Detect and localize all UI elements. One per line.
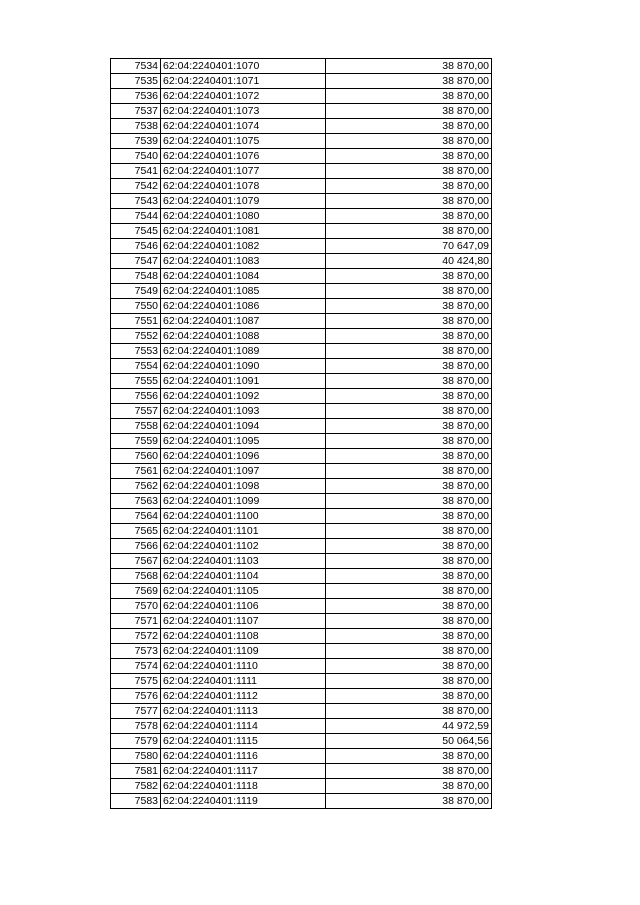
cadastral-value-cell: 38 870,00 (326, 674, 492, 689)
cadastral-number-cell: 62:04:2240401:1084 (161, 269, 326, 284)
table-row (111, 719, 492, 734)
cadastral-number-cell: 62:04:2240401:1086 (161, 299, 326, 314)
row-number-cell: 7545 (111, 224, 161, 239)
table-row (111, 704, 492, 719)
row-number-cell: 7574 (111, 659, 161, 674)
table-row (111, 674, 492, 689)
row-number-cell: 7573 (111, 644, 161, 659)
row-number-cell: 7562 (111, 479, 161, 494)
table-row (111, 614, 492, 629)
cadastral-value-cell: 38 870,00 (326, 449, 492, 464)
cadastral-number-cell: 62:04:2240401:1097 (161, 464, 326, 479)
cadastral-number-cell: 62:04:2240401:1110 (161, 659, 326, 674)
table-row (111, 134, 492, 149)
cadastral-value-cell: 38 870,00 (326, 179, 492, 194)
row-number-cell: 7558 (111, 419, 161, 434)
cadastral-value-cell: 38 870,00 (326, 749, 492, 764)
cadastral-value-cell: 40 424,80 (326, 254, 492, 269)
cadastral-value-cell: 38 870,00 (326, 614, 492, 629)
cadastral-value-cell: 44 972,59 (326, 719, 492, 734)
cadastral-number-cell: 62:04:2240401:1076 (161, 149, 326, 164)
cadastral-number-cell: 62:04:2240401:1113 (161, 704, 326, 719)
row-number-cell: 7554 (111, 359, 161, 374)
cadastral-value-cell: 38 870,00 (326, 569, 492, 584)
cadastral-number-cell: 62:04:2240401:1119 (161, 794, 326, 809)
table-row (111, 239, 492, 254)
cadastral-number-cell: 62:04:2240401:1078 (161, 179, 326, 194)
table-row (111, 104, 492, 119)
table-row (111, 254, 492, 269)
cadastral-value-cell: 38 870,00 (326, 149, 492, 164)
row-number-cell: 7547 (111, 254, 161, 269)
table-row (111, 374, 492, 389)
cadastral-value-cell: 38 870,00 (326, 434, 492, 449)
cadastral-number-cell: 62:04:2240401:1088 (161, 329, 326, 344)
cadastral-value-cell: 38 870,00 (326, 164, 492, 179)
cadastral-number-cell: 62:04:2240401:1080 (161, 209, 326, 224)
cadastral-value-cell: 38 870,00 (326, 299, 492, 314)
table-row (111, 524, 492, 539)
cadastral-value-cell: 38 870,00 (326, 779, 492, 794)
cadastral-number-cell: 62:04:2240401:1117 (161, 764, 326, 779)
row-number-cell: 7535 (111, 74, 161, 89)
cadastral-number-cell: 62:04:2240401:1091 (161, 374, 326, 389)
cadastral-number-cell: 62:04:2240401:1083 (161, 254, 326, 269)
row-number-cell: 7580 (111, 749, 161, 764)
cadastral-number-cell: 62:04:2240401:1075 (161, 134, 326, 149)
row-number-cell: 7549 (111, 284, 161, 299)
table-row (111, 329, 492, 344)
cadastral-value-cell: 38 870,00 (326, 134, 492, 149)
cadastral-number-cell: 62:04:2240401:1087 (161, 314, 326, 329)
table-row (111, 59, 492, 74)
cadastral-number-cell: 62:04:2240401:1082 (161, 239, 326, 254)
row-number-cell: 7548 (111, 269, 161, 284)
cadastral-value-cell: 38 870,00 (326, 689, 492, 704)
cadastral-value-cell: 38 870,00 (326, 404, 492, 419)
row-number-cell: 7536 (111, 89, 161, 104)
row-number-cell: 7544 (111, 209, 161, 224)
cadastral-number-cell: 62:04:2240401:1074 (161, 119, 326, 134)
cadastral-value-cell: 38 870,00 (326, 599, 492, 614)
table-row (111, 539, 492, 554)
row-number-cell: 7572 (111, 629, 161, 644)
cadastral-number-cell: 62:04:2240401:1090 (161, 359, 326, 374)
cadastral-value-cell: 38 870,00 (326, 794, 492, 809)
table-row (111, 299, 492, 314)
table-row (111, 644, 492, 659)
row-number-cell: 7568 (111, 569, 161, 584)
table-row (111, 119, 492, 134)
cadastral-number-cell: 62:04:2240401:1099 (161, 494, 326, 509)
cadastral-number-cell: 62:04:2240401:1104 (161, 569, 326, 584)
table-row (111, 449, 492, 464)
table-row (111, 509, 492, 524)
cadastral-number-cell: 62:04:2240401:1102 (161, 539, 326, 554)
row-number-cell: 7571 (111, 614, 161, 629)
cadastral-number-cell: 62:04:2240401:1085 (161, 284, 326, 299)
table-row (111, 224, 492, 239)
row-number-cell: 7553 (111, 344, 161, 359)
cadastral-number-cell: 62:04:2240401:1095 (161, 434, 326, 449)
row-number-cell: 7552 (111, 329, 161, 344)
row-number-cell: 7538 (111, 119, 161, 134)
cadastral-number-cell: 62:04:2240401:1093 (161, 404, 326, 419)
cadastral-number-cell: 62:04:2240401:1079 (161, 194, 326, 209)
row-number-cell: 7542 (111, 179, 161, 194)
cadastral-number-cell: 62:04:2240401:1114 (161, 719, 326, 734)
table-body (111, 59, 492, 809)
table-row (111, 764, 492, 779)
table-row (111, 464, 492, 479)
cadastral-value-cell: 38 870,00 (326, 314, 492, 329)
cadastral-value-cell: 38 870,00 (326, 419, 492, 434)
cadastral-value-cell: 38 870,00 (326, 704, 492, 719)
cadastral-value-cell: 38 870,00 (326, 59, 492, 74)
cadastral-number-cell: 62:04:2240401:1111 (161, 674, 326, 689)
row-number-cell: 7539 (111, 134, 161, 149)
cadastral-number-cell: 62:04:2240401:1118 (161, 779, 326, 794)
table-row (111, 599, 492, 614)
table-row (111, 779, 492, 794)
cadastral-value-cell: 38 870,00 (326, 89, 492, 104)
cadastral-number-cell: 62:04:2240401:1070 (161, 59, 326, 74)
row-number-cell: 7579 (111, 734, 161, 749)
cadastral-value-cell: 38 870,00 (326, 584, 492, 599)
row-number-cell: 7557 (111, 404, 161, 419)
cadastral-value-cell: 38 870,00 (326, 374, 492, 389)
cadastral-number-cell: 62:04:2240401:1105 (161, 584, 326, 599)
cadastral-number-cell: 62:04:2240401:1115 (161, 734, 326, 749)
cadastral-number-cell: 62:04:2240401:1112 (161, 689, 326, 704)
cadastral-value-cell: 38 870,00 (326, 509, 492, 524)
table-row (111, 314, 492, 329)
row-number-cell: 7560 (111, 449, 161, 464)
cadastral-value-cell: 38 870,00 (326, 494, 492, 509)
row-number-cell: 7577 (111, 704, 161, 719)
table-row (111, 344, 492, 359)
table-row (111, 269, 492, 284)
cadastral-value-cell: 38 870,00 (326, 644, 492, 659)
document-sheet (110, 58, 491, 809)
cadastral-value-cell: 50 064,56 (326, 734, 492, 749)
cadastral-number-cell: 62:04:2240401:1109 (161, 644, 326, 659)
cadastral-value-cell: 38 870,00 (326, 284, 492, 299)
cadastral-value-cell: 38 870,00 (326, 344, 492, 359)
cadastral-value-cell: 38 870,00 (326, 524, 492, 539)
table-row (111, 389, 492, 404)
cadastral-number-cell: 62:04:2240401:1077 (161, 164, 326, 179)
cadastral-value-cell: 38 870,00 (326, 74, 492, 89)
table-row (111, 689, 492, 704)
table-row (111, 194, 492, 209)
cadastral-value-cell: 70 647,09 (326, 239, 492, 254)
row-number-cell: 7537 (111, 104, 161, 119)
table-row (111, 554, 492, 569)
row-number-cell: 7564 (111, 509, 161, 524)
cadastral-number-cell: 62:04:2240401:1101 (161, 524, 326, 539)
cadastral-value-cell: 38 870,00 (326, 554, 492, 569)
table-row (111, 359, 492, 374)
row-number-cell: 7567 (111, 554, 161, 569)
table-row (111, 569, 492, 584)
cadastral-value-cell: 38 870,00 (326, 479, 492, 494)
table-row (111, 179, 492, 194)
table-row (111, 149, 492, 164)
cadastral-number-cell: 62:04:2240401:1071 (161, 74, 326, 89)
cadastral-number-cell: 62:04:2240401:1098 (161, 479, 326, 494)
cadastral-number-cell: 62:04:2240401:1096 (161, 449, 326, 464)
cadastral-number-cell: 62:04:2240401:1100 (161, 509, 326, 524)
table-row (111, 89, 492, 104)
row-number-cell: 7582 (111, 779, 161, 794)
row-number-cell: 7578 (111, 719, 161, 734)
row-number-cell: 7546 (111, 239, 161, 254)
cadastral-number-cell: 62:04:2240401:1107 (161, 614, 326, 629)
cadastral-value-cell: 38 870,00 (326, 269, 492, 284)
cadastral-value-cell: 38 870,00 (326, 764, 492, 779)
cadastral-number-cell: 62:04:2240401:1073 (161, 104, 326, 119)
row-number-cell: 7566 (111, 539, 161, 554)
cadastral-value-table (110, 58, 492, 809)
cadastral-number-cell: 62:04:2240401:1081 (161, 224, 326, 239)
row-number-cell: 7576 (111, 689, 161, 704)
row-number-cell: 7550 (111, 299, 161, 314)
table-row (111, 479, 492, 494)
table-row (111, 749, 492, 764)
cadastral-value-cell: 38 870,00 (326, 539, 492, 554)
row-number-cell: 7541 (111, 164, 161, 179)
cadastral-number-cell: 62:04:2240401:1108 (161, 629, 326, 644)
row-number-cell: 7561 (111, 464, 161, 479)
cadastral-value-cell: 38 870,00 (326, 104, 492, 119)
row-number-cell: 7559 (111, 434, 161, 449)
cadastral-number-cell: 62:04:2240401:1116 (161, 749, 326, 764)
cadastral-number-cell: 62:04:2240401:1094 (161, 419, 326, 434)
row-number-cell: 7583 (111, 794, 161, 809)
cadastral-value-cell: 38 870,00 (326, 194, 492, 209)
table-row (111, 164, 492, 179)
cadastral-value-cell: 38 870,00 (326, 209, 492, 224)
cadastral-value-cell: 38 870,00 (326, 119, 492, 134)
cadastral-number-cell: 62:04:2240401:1092 (161, 389, 326, 404)
table-row (111, 404, 492, 419)
table-row (111, 494, 492, 509)
cadastral-value-cell: 38 870,00 (326, 224, 492, 239)
row-number-cell: 7534 (111, 59, 161, 74)
table-row (111, 74, 492, 89)
table-row (111, 284, 492, 299)
row-number-cell: 7551 (111, 314, 161, 329)
table-row (111, 659, 492, 674)
cadastral-value-cell: 38 870,00 (326, 389, 492, 404)
row-number-cell: 7570 (111, 599, 161, 614)
cadastral-value-cell: 38 870,00 (326, 629, 492, 644)
table-row (111, 584, 492, 599)
cadastral-value-cell: 38 870,00 (326, 329, 492, 344)
cadastral-value-cell: 38 870,00 (326, 659, 492, 674)
cadastral-number-cell: 62:04:2240401:1106 (161, 599, 326, 614)
row-number-cell: 7555 (111, 374, 161, 389)
row-number-cell: 7540 (111, 149, 161, 164)
table-row (111, 434, 492, 449)
row-number-cell: 7563 (111, 494, 161, 509)
row-number-cell: 7581 (111, 764, 161, 779)
row-number-cell: 7575 (111, 674, 161, 689)
row-number-cell: 7543 (111, 194, 161, 209)
table-row (111, 419, 492, 434)
cadastral-number-cell: 62:04:2240401:1089 (161, 344, 326, 359)
table-row (111, 629, 492, 644)
table-row (111, 794, 492, 809)
cadastral-number-cell: 62:04:2240401:1103 (161, 554, 326, 569)
cadastral-number-cell: 62:04:2240401:1072 (161, 89, 326, 104)
row-number-cell: 7556 (111, 389, 161, 404)
cadastral-value-cell: 38 870,00 (326, 464, 492, 479)
row-number-cell: 7569 (111, 584, 161, 599)
row-number-cell: 7565 (111, 524, 161, 539)
table-row (111, 209, 492, 224)
cadastral-value-cell: 38 870,00 (326, 359, 492, 374)
table-row (111, 734, 492, 749)
